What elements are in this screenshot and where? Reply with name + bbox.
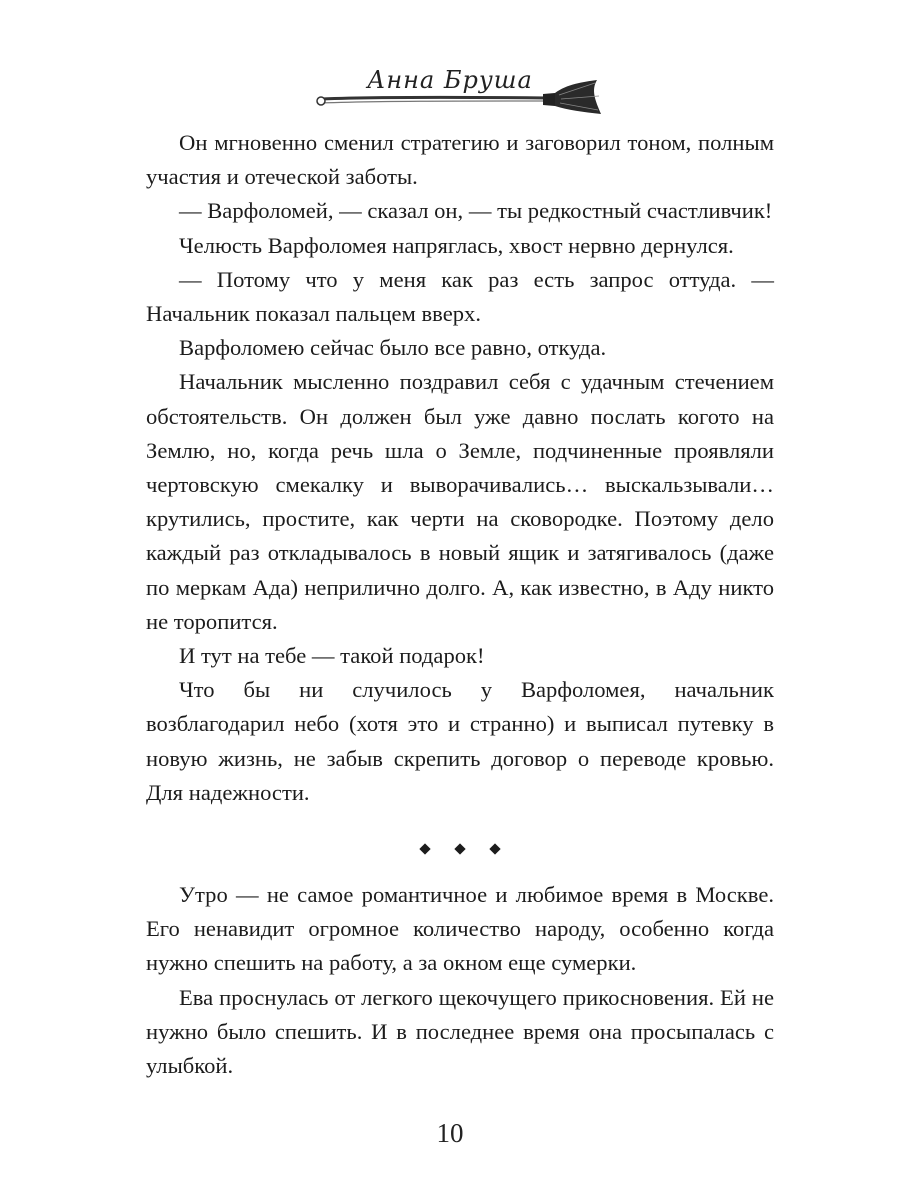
diamond-icon [489,843,500,854]
paragraph: Челюсть Варфоломея напряглась, хвост нервно дернулся. [179,232,734,258]
paragraph: — Варфоломей, — сказал он, — ты редкостный счастливчик! [179,198,773,224]
paragraph: — Потому что у меня как раз есть запрос оттуда. — Начальник показал пальцем вверх. [146,266,774,327]
broom-icon [315,78,605,118]
page-body [146,126,774,1083]
paragraph: Что бы ни случилось у Варфоломея, начальник возблагодарил небо (хотя это и странно) и выписал путевку в новую жизнь, не забыв скрепить договор о переводе кровью. Для надежности. [146,677,774,805]
paragraph: Он мгновенно сменил стратегию и заговорил тоном, полным участия и отеческой заботы. [146,130,774,190]
running-header [0,58,900,118]
diamond-icon [454,843,465,854]
author-name: Анна Бруша [367,66,533,94]
paragraph: Утро — не самое романтичное и любимое время в Москве. Его ненавидит огромное количество народу, особенно когда нужно спешить на работу, а за окном еще сумерки. [146,882,774,976]
paragraph: Ева проснулась от легкого щекочущего прикосновения. Ей не нужно было спешить. И в последнее время она просыпалась с улыбкой. [146,984,774,1079]
diamond-icon [419,843,430,854]
page-number: 10 [436,1118,464,1148]
paragraph: Варфоломею сейчас было все равно, откуда. [179,335,607,361]
section-separator [146,810,774,878]
paragraph: Начальник мысленно поздравил себя с удачным стечением обстоятельств. Он должен был уже давно послать когото на Землю, но, когда речь шла о Земле, подчиненные проявляли чертовскую смекалку и выворачивались… выскальзывали… крутились, простите, как черти на сковородке. Поэтому дело каждый раз откладывалось в новый ящик и затягивалось (даже по меркам Ада) неприлично долго. А, как известно, в Аду никто не торопится. [146,369,774,634]
paragraph: И тут на тебе — такой подарок! [179,643,485,669]
